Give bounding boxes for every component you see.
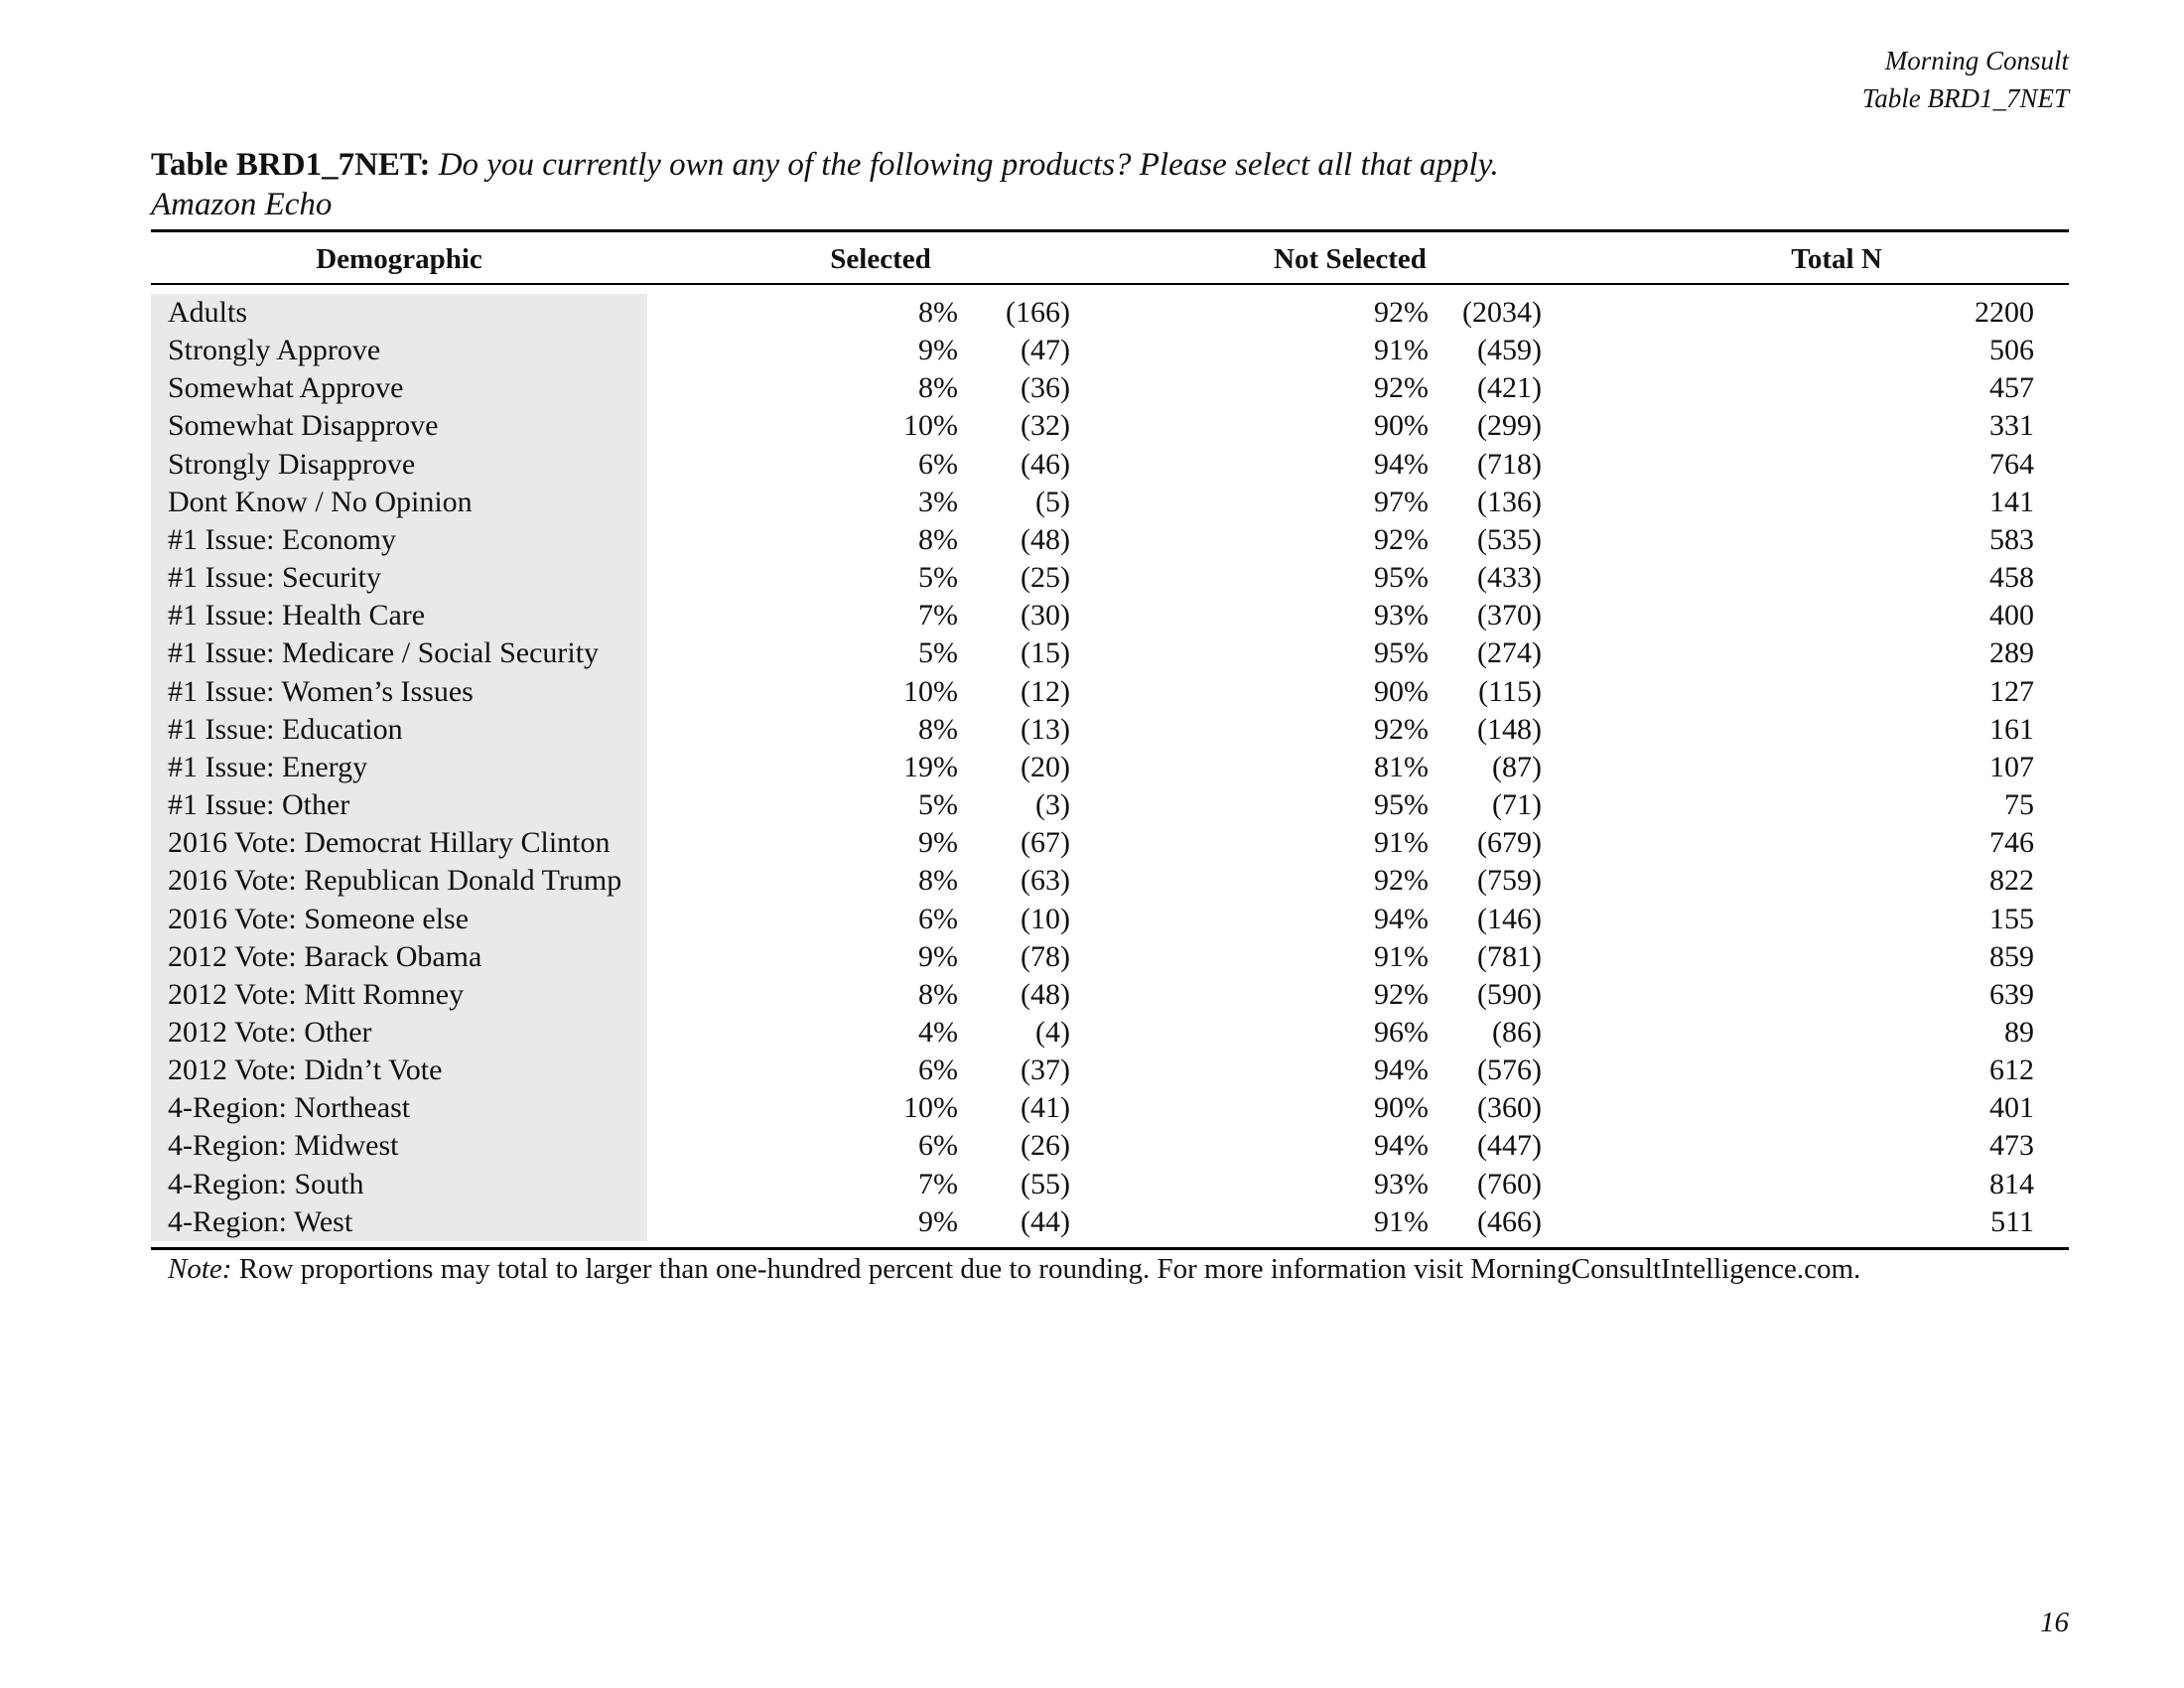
table-row — [151, 976, 2069, 1014]
not-selected-percent: 94% — [1374, 902, 1429, 935]
total-n: 400 — [1989, 599, 2034, 633]
selected-count: (10) — [1021, 902, 1070, 935]
selected-percent: 9% — [918, 334, 958, 367]
selected-count: (12) — [1021, 674, 1070, 708]
total-n: 457 — [1989, 371, 2034, 405]
not-selected-count: (360) — [1477, 1091, 1542, 1125]
demographic-label: Dont Know / No Opinion — [168, 485, 473, 518]
total-n: 473 — [1989, 1129, 2034, 1163]
table-body — [151, 294, 2069, 1241]
table-row — [151, 749, 2069, 786]
not-selected-percent: 91% — [1374, 334, 1429, 367]
page-number: 16 — [2040, 1607, 2069, 1638]
table-row — [151, 824, 2069, 862]
table-subtitle: Amazon Echo — [151, 187, 333, 222]
selected-percent: 5% — [918, 636, 958, 670]
selected-percent: 5% — [918, 561, 958, 595]
selected-percent: 10% — [903, 1091, 958, 1125]
demographic-label: 2016 Vote: Someone else — [168, 902, 470, 935]
total-n: 612 — [1989, 1054, 2034, 1087]
running-header — [1862, 42, 2069, 117]
demographic-label: 4-Region: West — [168, 1204, 353, 1238]
not-selected-percent: 92% — [1374, 977, 1429, 1011]
selected-count: (44) — [1021, 1204, 1070, 1238]
not-selected-percent: 97% — [1374, 485, 1429, 518]
table-note — [168, 1249, 1860, 1289]
selected-count: (41) — [1021, 1091, 1070, 1125]
not-selected-percent: 96% — [1374, 1015, 1429, 1049]
not-selected-count: (781) — [1477, 939, 1542, 973]
selected-count: (32) — [1021, 409, 1070, 443]
selected-count: (78) — [1021, 939, 1070, 973]
selected-percent: 8% — [918, 296, 958, 329]
demographic-label: #1 Issue: Security — [168, 561, 381, 595]
selected-percent: 9% — [918, 1204, 958, 1238]
total-n: 155 — [1989, 902, 2034, 935]
not-selected-count: (421) — [1477, 371, 1542, 405]
table-row — [151, 369, 2069, 407]
selected-percent: 6% — [918, 1129, 958, 1163]
demographic-label: #1 Issue: Women’s Issues — [168, 674, 474, 708]
total-n: 764 — [1989, 447, 2034, 481]
demographic-label: 4-Region: Northeast — [168, 1091, 411, 1125]
selected-count: (55) — [1021, 1167, 1070, 1200]
not-selected-percent: 92% — [1374, 371, 1429, 405]
table-row — [151, 1089, 2069, 1127]
demographic-label: 4-Region: Midwest — [168, 1129, 399, 1163]
not-selected-count: (679) — [1477, 826, 1542, 860]
selected-count: (63) — [1021, 864, 1070, 898]
table-question: Do you currently own any of the following products? Please select all that apply. — [438, 147, 1499, 183]
selected-percent: 8% — [918, 864, 958, 898]
table-title-id: Table BRD1_7NET: — [151, 147, 431, 183]
total-n: 458 — [1989, 561, 2034, 595]
col-header-total-n: Total N — [1791, 243, 1882, 275]
table-row — [151, 559, 2069, 597]
selected-count: (15) — [1021, 636, 1070, 670]
demographic-label: 2012 Vote: Didn’t Vote — [168, 1054, 443, 1087]
total-n: 161 — [1989, 712, 2034, 746]
total-n: 331 — [1989, 409, 2034, 443]
table-row — [151, 332, 2069, 369]
selected-count: (13) — [1021, 712, 1070, 746]
not-selected-count: (466) — [1477, 1204, 1542, 1238]
selected-count: (48) — [1021, 977, 1070, 1011]
demographic-label: #1 Issue: Medicare / Social Security — [168, 636, 600, 670]
not-selected-count: (447) — [1477, 1129, 1542, 1163]
not-selected-count: (299) — [1477, 409, 1542, 443]
selected-percent: 9% — [918, 826, 958, 860]
selected-count: (46) — [1021, 447, 1070, 481]
selected-percent: 8% — [918, 712, 958, 746]
not-selected-percent: 90% — [1374, 1091, 1429, 1125]
total-n: 401 — [1989, 1091, 2034, 1125]
demographic-label: #1 Issue: Energy — [168, 750, 368, 783]
note-text: Row proportions may total to larger than one-hundred percent due to rounding. For more information visit MorningConsultIntelligence.com. — [238, 1253, 1861, 1285]
selected-count: (30) — [1021, 599, 1070, 633]
not-selected-percent: 95% — [1374, 561, 1429, 595]
selected-count: (67) — [1021, 826, 1070, 860]
demographic-label: Somewhat Approve — [168, 371, 404, 405]
demographic-label: 2012 Vote: Barack Obama — [168, 939, 482, 973]
not-selected-percent: 94% — [1374, 1129, 1429, 1163]
selected-percent: 6% — [918, 1054, 958, 1087]
not-selected-percent: 90% — [1374, 674, 1429, 708]
total-n: 814 — [1989, 1167, 2034, 1200]
selected-percent: 9% — [918, 939, 958, 973]
demographic-label: #1 Issue: Education — [168, 712, 403, 746]
demographic-label: 2016 Vote: Democrat Hillary Clinton — [168, 826, 611, 860]
not-selected-count: (71) — [1492, 788, 1542, 822]
selected-percent: 4% — [918, 1015, 958, 1049]
table-row — [151, 1052, 2069, 1089]
not-selected-percent: 92% — [1374, 522, 1429, 556]
selected-percent: 10% — [903, 409, 958, 443]
selected-count: (36) — [1021, 371, 1070, 405]
table-row — [151, 938, 2069, 976]
total-n: 107 — [1989, 750, 2034, 783]
col-header-demographic: Demographic — [316, 243, 482, 275]
selected-count: (5) — [1035, 485, 1070, 518]
not-selected-percent: 90% — [1374, 409, 1429, 443]
not-selected-count: (87) — [1492, 750, 1542, 783]
selected-count: (4) — [1035, 1015, 1070, 1049]
not-selected-count: (148) — [1477, 712, 1542, 746]
selected-percent: 7% — [918, 1167, 958, 1200]
not-selected-count: (433) — [1477, 561, 1542, 595]
not-selected-count: (370) — [1477, 599, 1542, 633]
selected-percent: 8% — [918, 522, 958, 556]
not-selected-count: (590) — [1477, 977, 1542, 1011]
not-selected-percent: 91% — [1374, 826, 1429, 860]
table-row — [151, 711, 2069, 749]
demographic-label: Adults — [168, 296, 248, 329]
table-row — [151, 634, 2069, 672]
not-selected-percent: 91% — [1374, 939, 1429, 973]
not-selected-count: (718) — [1477, 447, 1542, 481]
demographic-label: #1 Issue: Economy — [168, 522, 396, 556]
not-selected-percent: 81% — [1374, 750, 1429, 783]
selected-percent: 6% — [918, 902, 958, 935]
not-selected-percent: 93% — [1374, 1167, 1429, 1200]
total-n: 511 — [1990, 1204, 2034, 1238]
total-n: 583 — [1989, 522, 2034, 556]
demographic-label: 2012 Vote: Other — [168, 1015, 372, 1049]
not-selected-percent: 95% — [1374, 788, 1429, 822]
not-selected-percent: 94% — [1374, 447, 1429, 481]
selected-percent: 19% — [903, 750, 958, 783]
table-row — [151, 673, 2069, 711]
not-selected-count: (274) — [1477, 636, 1542, 670]
selected-percent: 8% — [918, 977, 958, 1011]
col-header-not-selected: Not Selected — [1274, 243, 1427, 275]
selected-percent: 8% — [918, 371, 958, 405]
selected-count: (25) — [1021, 561, 1070, 595]
not-selected-count: (760) — [1477, 1167, 1542, 1200]
not-selected-count: (86) — [1492, 1015, 1542, 1049]
not-selected-count: (115) — [1478, 674, 1542, 708]
total-n: 75 — [2004, 788, 2034, 822]
total-n: 746 — [1989, 826, 2034, 860]
not-selected-percent: 92% — [1374, 296, 1429, 329]
not-selected-count: (136) — [1477, 485, 1542, 518]
table-row — [151, 1127, 2069, 1165]
not-selected-percent: 94% — [1374, 1054, 1429, 1087]
table-row — [151, 786, 2069, 824]
demographic-label: Strongly Approve — [168, 334, 381, 367]
table-row — [151, 446, 2069, 484]
selected-percent: 5% — [918, 788, 958, 822]
demographic-label: 2012 Vote: Mitt Romney — [168, 977, 465, 1011]
total-n: 859 — [1989, 939, 2034, 973]
selected-percent: 7% — [918, 599, 958, 633]
demographic-label: Strongly Disapprove — [168, 447, 416, 481]
total-n: 127 — [1989, 674, 2034, 708]
demographic-label: #1 Issue: Health Care — [168, 599, 426, 633]
selected-count: (48) — [1021, 522, 1070, 556]
table-row — [151, 1203, 2069, 1241]
not-selected-percent: 93% — [1374, 599, 1429, 633]
total-n: 89 — [2004, 1015, 2034, 1049]
table-row — [151, 1014, 2069, 1052]
not-selected-count: (459) — [1477, 334, 1542, 367]
selected-count: (20) — [1021, 750, 1070, 783]
table-row — [151, 484, 2069, 521]
demographic-label: #1 Issue: Other — [168, 788, 350, 822]
selected-count: (47) — [1021, 334, 1070, 367]
not-selected-count: (759) — [1477, 864, 1542, 898]
total-n: 639 — [1989, 977, 2034, 1011]
demographic-label: 4-Region: South — [168, 1167, 364, 1200]
selected-percent: 10% — [903, 674, 958, 708]
total-n: 289 — [1989, 636, 2034, 670]
total-n: 2200 — [1975, 296, 2034, 329]
table-row — [151, 862, 2069, 900]
table-row — [151, 294, 2069, 332]
not-selected-percent: 91% — [1374, 1204, 1429, 1238]
table-row — [151, 597, 2069, 634]
selected-percent: 3% — [918, 485, 958, 518]
not-selected-count: (535) — [1477, 522, 1542, 556]
header-table-id: Table BRD1_7NET — [1861, 83, 2069, 113]
not-selected-percent: 92% — [1374, 864, 1429, 898]
table-title — [151, 145, 1499, 224]
not-selected-count: (146) — [1477, 902, 1542, 935]
not-selected-percent: 92% — [1374, 712, 1429, 746]
total-n: 822 — [1989, 864, 2034, 898]
total-n: 141 — [1989, 485, 2034, 518]
demographic-label: Somewhat Disapprove — [168, 409, 439, 443]
table-row — [151, 407, 2069, 445]
note-label: Note: — [168, 1253, 232, 1285]
table-header-rule — [151, 283, 2069, 285]
not-selected-count: (576) — [1477, 1054, 1542, 1087]
not-selected-count: (2034) — [1462, 296, 1542, 329]
selected-count: (37) — [1021, 1054, 1070, 1087]
col-header-selected: Selected — [830, 243, 931, 275]
demographic-label: 2016 Vote: Republican Donald Trump — [168, 864, 622, 898]
selected-count: (26) — [1021, 1129, 1070, 1163]
company-name: Morning Consult — [1884, 46, 2069, 75]
table-row — [151, 521, 2069, 559]
selected-count: (166) — [1006, 296, 1070, 329]
table-top-rule — [151, 229, 2069, 232]
table-row — [151, 901, 2069, 938]
selected-percent: 6% — [918, 447, 958, 481]
table-row — [151, 1166, 2069, 1203]
total-n: 506 — [1989, 334, 2034, 367]
not-selected-percent: 95% — [1374, 636, 1429, 670]
selected-count: (3) — [1035, 788, 1070, 822]
